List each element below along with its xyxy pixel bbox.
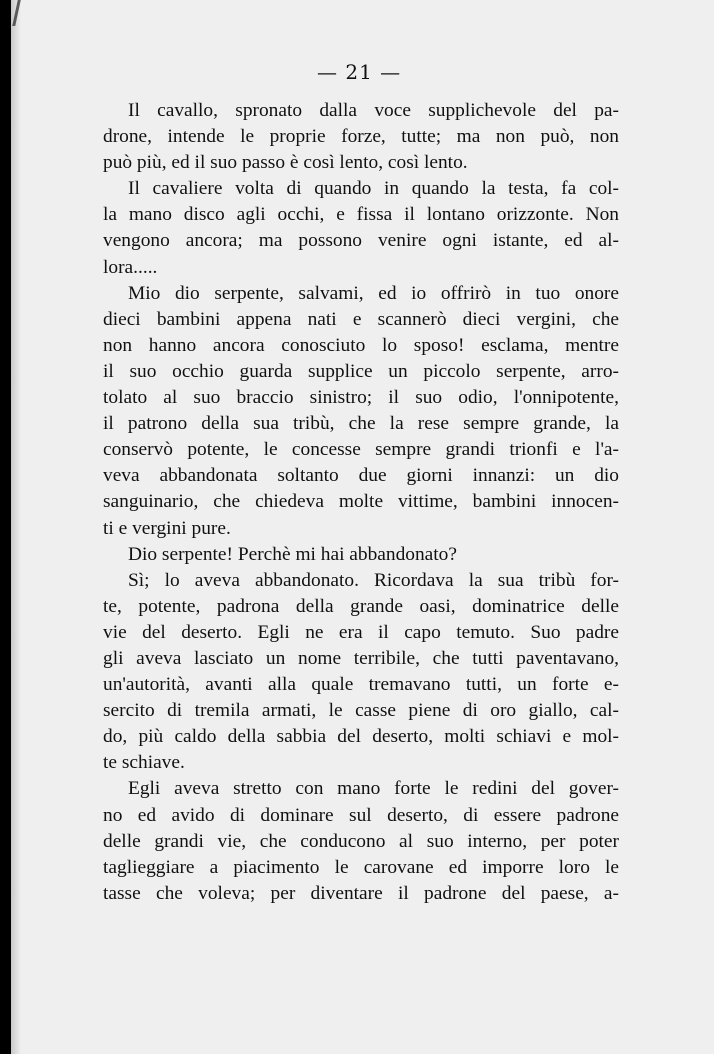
- page-number: — 21 —: [317, 60, 402, 84]
- text-line: sanguinario, che chiedeva molte vittime, bambini innocen-: [103, 491, 619, 513]
- text-line: Dio serpente! Perchè mi hai abbandonato?: [128, 543, 457, 565]
- text-line: Egli aveva stretto con mano forte le redini del gover-: [128, 778, 619, 800]
- text-line: non hanno ancora conosciuto lo sposo! esclama, mentre: [103, 334, 619, 356]
- text-line: do, più caldo della sabbia del deserto, molti schiavi e mol-: [103, 726, 619, 748]
- text-line: veva abbandonata soltanto due giorni innanzi: un dio: [103, 465, 619, 487]
- text-line: sercito di tremila armati, le casse piene di oro giallo, cal-: [103, 700, 619, 722]
- text-line: Sì; lo aveva abbandonato. Ricordava la sua tribù for-: [128, 569, 619, 591]
- text-line: te schiave.: [103, 752, 185, 774]
- text-line: taglieggiare a piacimento le carovane ed imporre loro le: [103, 856, 619, 878]
- body-text: [103, 98, 619, 907]
- text-line: può più, ed il suo passo è così lento, così lento.: [103, 152, 468, 174]
- text-line: Il cavallo, spronato dalla voce supplichevole del pa-: [128, 100, 619, 121]
- binding-mark: [12, 0, 21, 26]
- text-line: delle grandi vie, che conducono al suo interno, per poter: [103, 830, 619, 852]
- text-line: no ed avido di dominare sul deserto, di essere padrone: [103, 804, 619, 826]
- text-line: il suo occhio guarda supplice un piccolo serpente, arro-: [103, 360, 619, 382]
- text-line: dieci bambini appena nati e scannerò dieci vergini, che: [103, 308, 619, 330]
- text-line: conservò potente, le concesse sempre grandi trionfi e l'a-: [103, 439, 619, 461]
- text-line: un'autorità, avanti alla quale tremavano tutti, un forte e-: [103, 674, 619, 696]
- text-line: ti e vergini pure.: [103, 517, 231, 539]
- text-line: te, potente, padrona della grande oasi, dominatrice delle: [103, 595, 619, 617]
- text-line: tasse che voleva; per diventare il padrone del paese, a-: [103, 882, 619, 904]
- text-line: la mano disco agli occhi, e fissa il lontano orizzonte. Non: [103, 204, 619, 226]
- text-line: il patrono della sua tribù, che la rese sempre grande, la: [103, 413, 619, 435]
- text-line: vie del deserto. Egli ne era il capo temuto. Suo padre: [103, 621, 619, 643]
- text-line: Mio dio serpente, salvami, ed io offrirò in tuo onore: [128, 282, 619, 304]
- text-line: drone, intende le proprie forze, tutte; ma non può, non: [103, 126, 619, 148]
- text-line: lora.....: [103, 256, 158, 278]
- text-line: vengono ancora; ma possono venire ogni istante, ed al-: [103, 230, 619, 252]
- book-page: [11, 0, 714, 1054]
- text-line: tolato al suo braccio sinistro; il suo odio, l'onnipotente,: [103, 387, 619, 409]
- text-line: gli aveva lasciato un nome terribile, che tutti paventavano,: [103, 647, 619, 669]
- text-line: Il cavaliere volta di quando in quando la testa, fa col-: [128, 178, 619, 200]
